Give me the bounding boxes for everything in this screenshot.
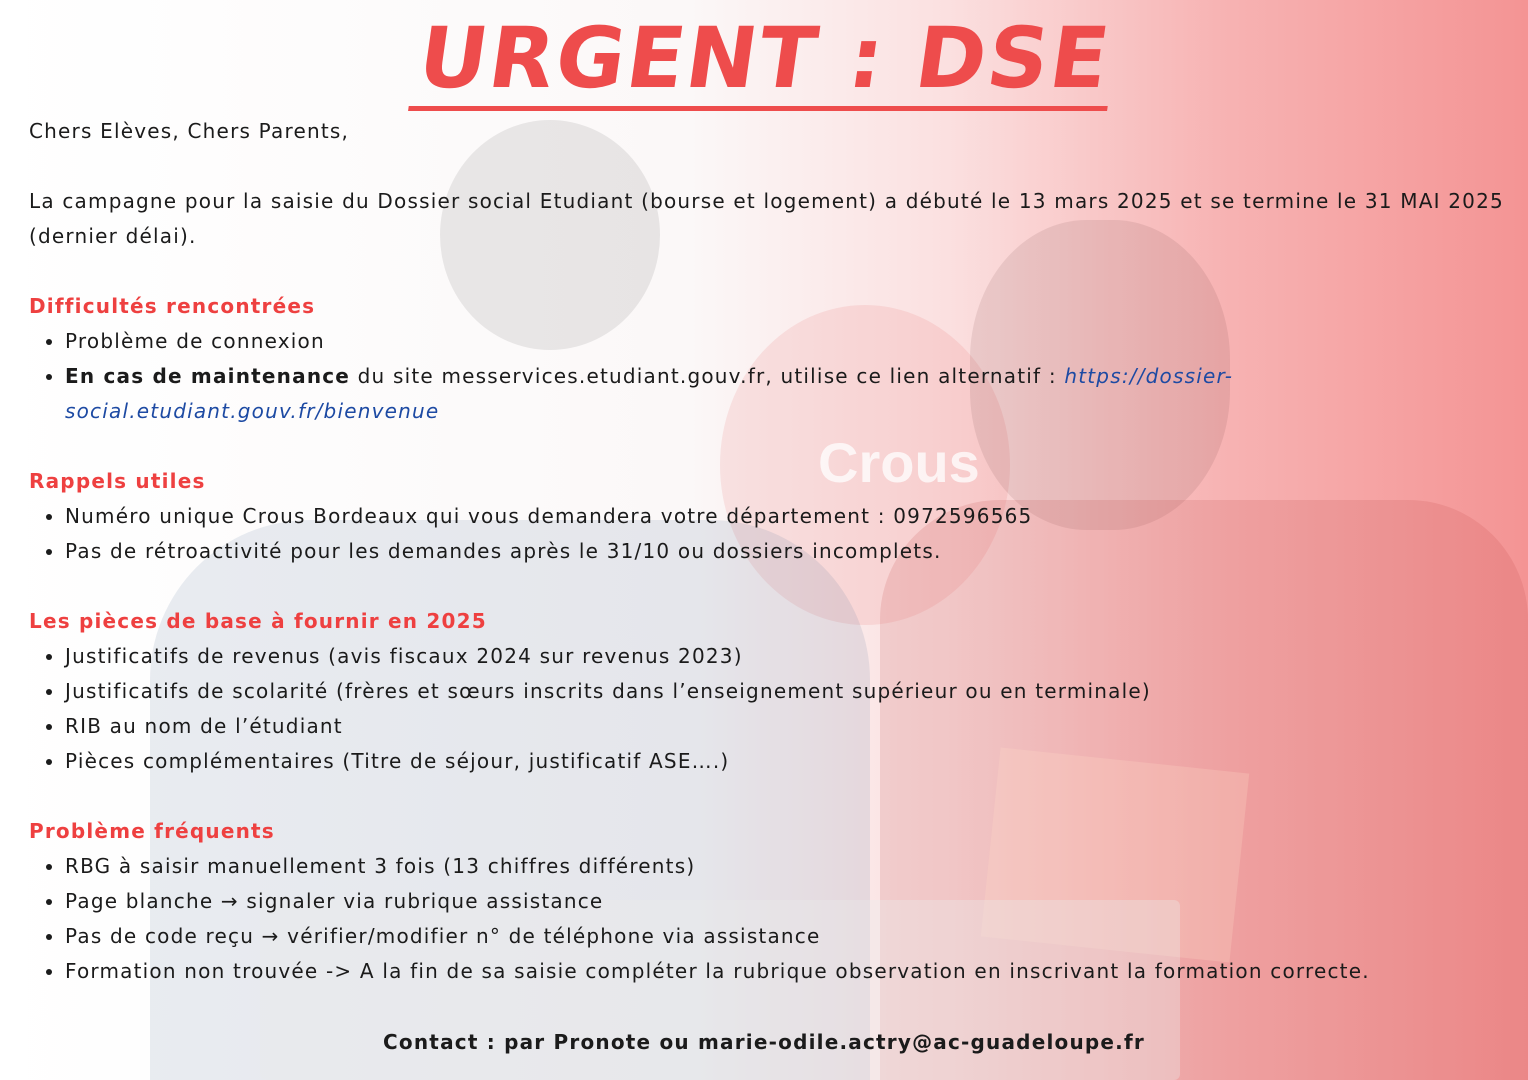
greeting: Chers Elèves, Chers Parents, [29,119,350,143]
section-heading-difficulties: Difficultés rencontrées [29,294,316,318]
list-item-maintenance [65,359,1509,429]
list-item: • Pas de rétroactivité pour les demandes après le 31/10 ou dossiers incomplets. [65,534,1509,569]
section-heading-reminders: Rappels utiles [29,469,206,493]
maintenance-bold: En cas de maintenance [65,364,351,388]
list-item: • Pas de code reçu → vérifier/modifier n° de téléphone via assistance [65,919,1509,954]
list-item: • Justificatifs de scolarité (frères et sœurs inscrits dans l’enseignement supérieur ou en terminale) [65,674,1509,709]
list-item: • RIB au nom de l’étudiant [65,709,1509,744]
documents-list [29,639,1509,779]
difficulties-list [29,324,1509,429]
contact-line: Contact : par Pronote ou marie-odile.actry@ac-guadeloupe.fr [383,1030,1145,1054]
list-item: • Formation non trouvée -> A la fin de sa saisie compléter la rubrique observation en inscrivant la formation correcte. [65,954,1509,989]
alternative-link[interactable]: https://dossier-social.etudiant.gouv.fr/bienvenue [65,364,1234,423]
section-heading-problems: Problème fréquents [29,819,275,843]
list-item: • Justificatifs de revenus (avis fiscaux 2024 sur revenus 2023) [65,639,1509,674]
reminders-list [29,499,1509,569]
section-heading-documents: Les pièces de base à fournir en 2025 [29,609,487,633]
poster-title-wrap [0,9,1528,111]
maintenance-text: du site messervices.etudiant.gouv.fr, utilise ce lien alternatif : [350,364,1065,388]
list-item: • RBG à saisir manuellement 3 fois (13 chiffres différents) [65,849,1509,884]
problems-list [29,849,1509,989]
list-item: • Problème de connexion [65,324,1509,359]
main-content [29,114,1509,989]
poster-title: URGENT : DSE [408,12,1120,111]
list-item: • Pièces complémentaires (Titre de séjour, justificatif ASE….) [65,744,1509,779]
list-item: • Page blanche → signaler via rubrique assistance [65,884,1509,919]
list-item: • Numéro unique Crous Bordeaux qui vous demandera votre département : 0972596565 [65,499,1509,534]
intro-paragraph: La campagne pour la saisie du Dossier social Etudiant (bourse et logement) a débuté le 13 mars 2025 et se termine le 31 MAI 2025 (dernier délai). [29,189,1504,248]
crous-watermark: Crous [818,431,980,494]
